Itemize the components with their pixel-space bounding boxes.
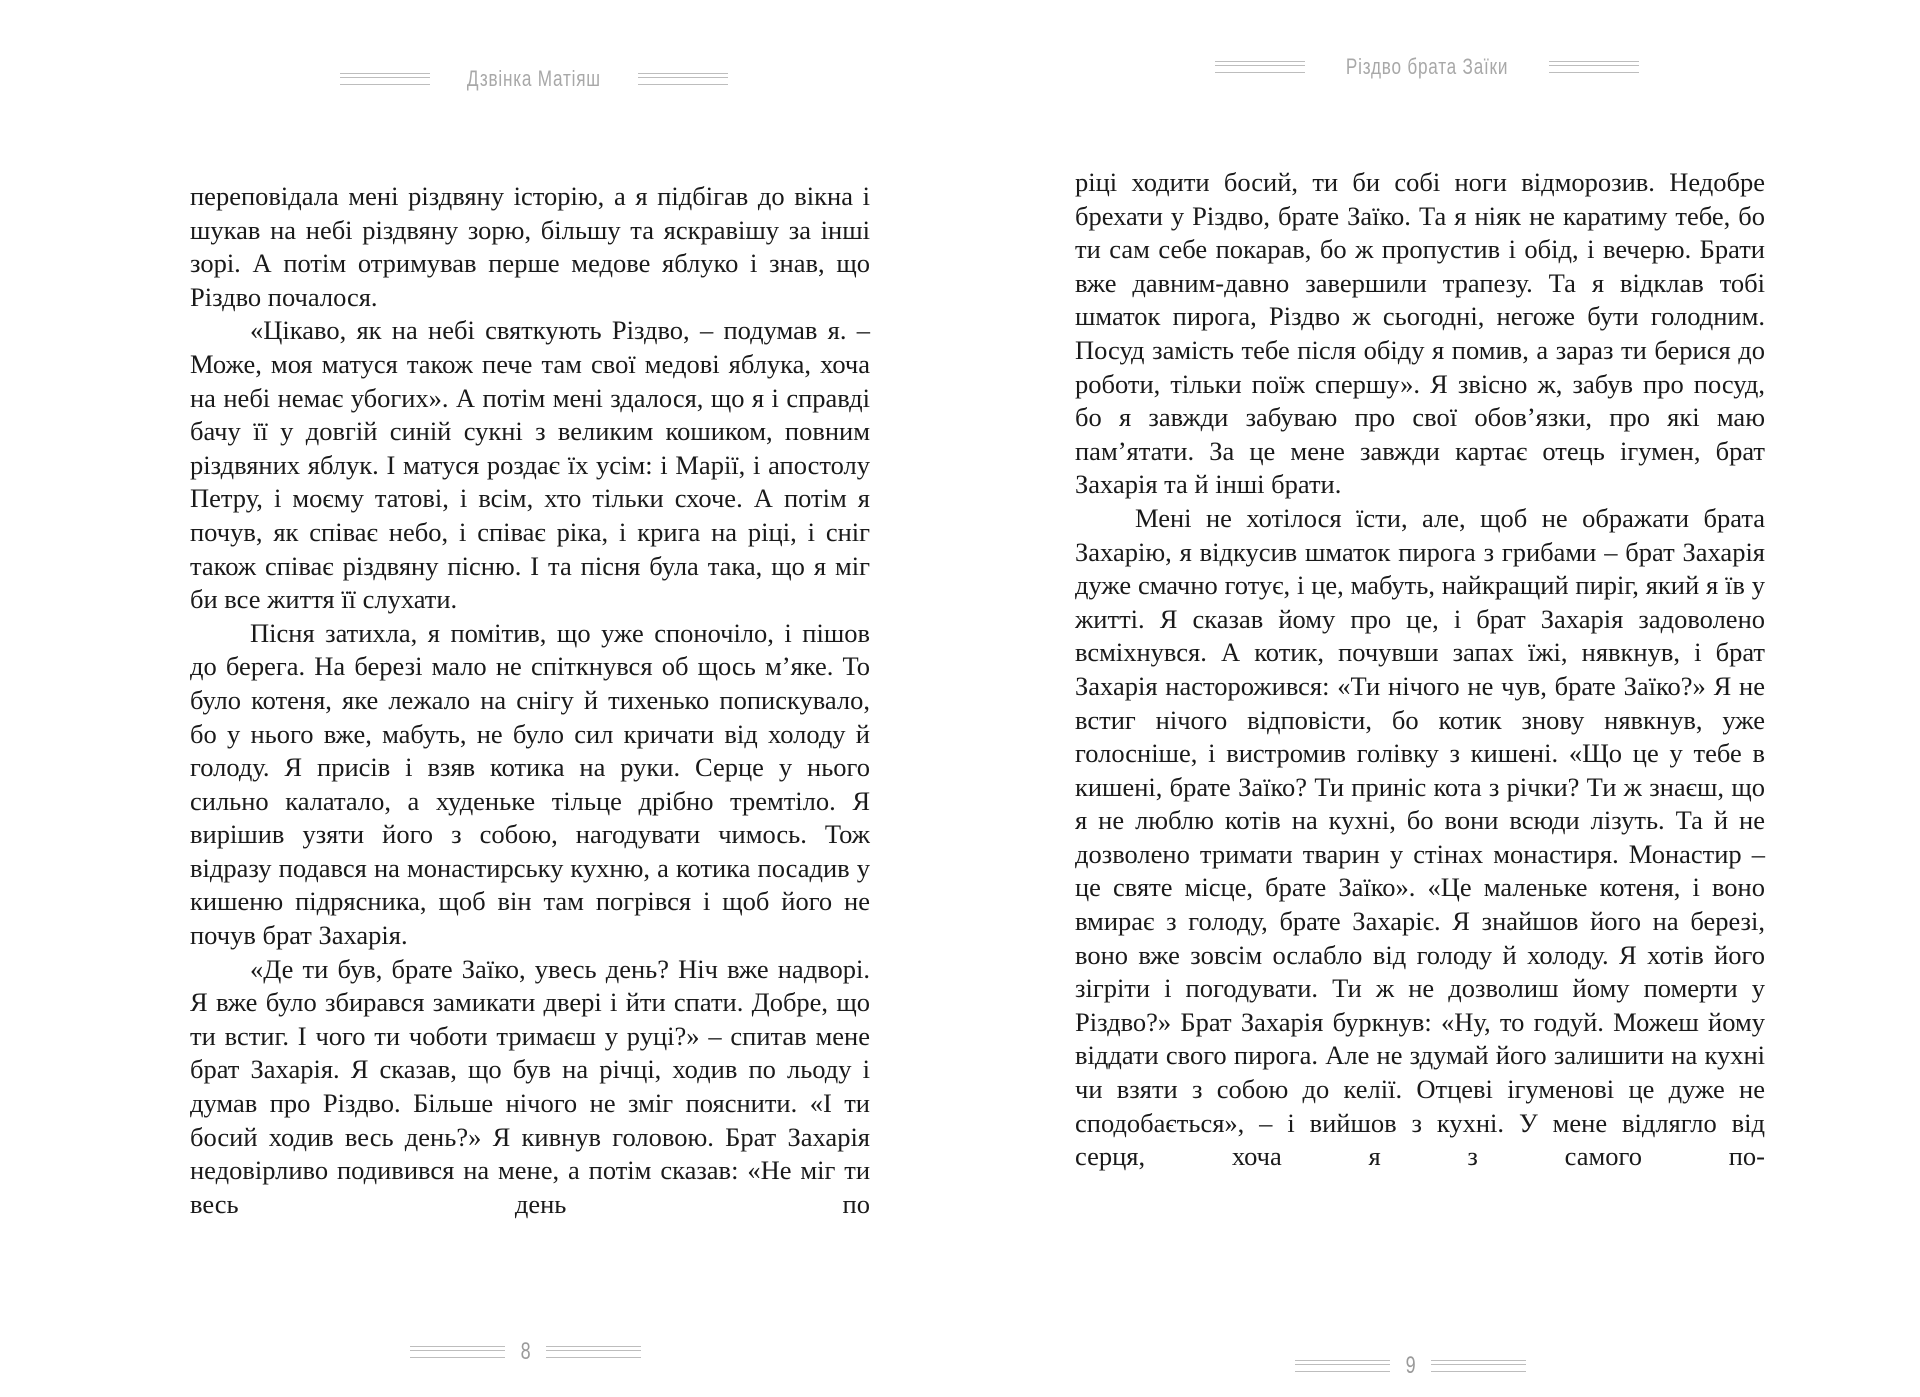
right-page [1075,0,1765,1397]
left-body-text [190,180,870,1221]
author-name: Дзвінка Матіяш [466,66,601,91]
paragraph: «Де ти був, брате Заїко, увесь день? Ніч вже надворі. Я вже було збирався замикати двері і йти спати. Добре, що ти встиг. І чого ти чоботи тримаєш у руці?» – спитав мене брат Захарія. Я сказав, що був на річці, ходив по льоду і думав про Різдво. Більше нічого не зміг пояснити. «І ти босий ходив весь день?» Я кивнув головою. Брат Захарія недовірливо подивився на мене, а потім сказав: «Не міг ти весь день по [190,953,870,1219]
ornament-rule [1549,61,1639,73]
ornament-rule [638,73,728,85]
page-number: 8 [520,1338,531,1365]
right-body-text [1075,166,1765,1174]
ornament-rule [546,1346,641,1358]
ornament-rule [340,73,430,85]
ornament-rule [410,1346,505,1358]
right-folio [1075,1352,1765,1380]
left-running-head [190,66,870,92]
paragraph: Пісня затихла, я помітив, що уже споночіло, і пішов до берега. На березі мало не спіткнувся об щось м’яке. То було котеня, яке лежало на снігу й тихенько попискувало, бо у нього вже, мабуть, не було сил кричати від холоду й голоду. Я присів і взяв котика на руки. Серце у нього сильно калатало, а худеньке тільце дрібно тремтіло. Я вирішив узяти його з собою, нагодувати чимось. Тож відразу подався на монастирську кухню, а котика посадив у кишеню підрясника, щоб він там погрівся і щоб його не почув брат Захарія. [190,617,870,951]
ornament-rule [1431,1360,1526,1372]
page-number: 9 [1405,1352,1416,1379]
book-title: Різдво брата Заїки [1345,54,1509,79]
ornament-rule [1295,1360,1390,1372]
paragraph: Мені не хотілося їсти, але, щоб не ображати брата Захарію, я відкусив шматок пирога з грибами – брат Захарія дуже смачно готує, і це, мабуть, найкращий пиріг, який я їв у житті. Я сказав йому про це, і брат Захарія задоволено всміхнувся. А котик, почувши запах їжі, нявкнув, і брат Захарія насторожився: «Ти нічого не чув, брате Заїко?» Я не встиг нічого відповісти, бо котик знову нявкнув, уже голосніше, і вистромив голівку з кишені. «Що це у тебе в кишені, брате Заїко? Ти приніс кота з річки? Ти ж знаєш, що я не люблю котів на кухні, бо вони всюди лізуть. Та й не дозволено тримати тварин у стінах монастиря. Монастир – це святе місце, брате Заїко». «Це маленьке котеня, і воно вмирає з голоду, брате Захаріє. Я знайшов його на березі, воно вже зовсім ослабло від голоду й холоду. Я хотів його зігріти і погодувати. Ти ж не дозволиш йому померти у Різдво?» Брат Захарія буркнув: «Ну, то годуй. Можеш йому віддати свого пирога. Але не здумай його залишити на кухні чи взяти з собою до келії. Отцеві ігуменові це дуже не сподобається», – і вийшов з кухні. У мене відлягло від серця, хоча я з самого по- [1075,502,1765,1172]
paragraph: переповідала мені різдвяну історію, а я підбігав до вікна і шукав на небі різдвяну зорю, більшу та яскравішу за інші зорі. А потім отримував перше медове яблуко і знав, що Різдво почалося. [190,181,870,312]
left-folio [190,1338,870,1366]
paragraph: «Цікаво, як на небі святкують Різдво, – подумав я. – Може, моя матуся також пече там свої медові яблука, хоча на небі немає убогих». А потім мені здалося, що я і справді бачу її у довгій синій сукні з великим кошиком, повним різдвяних яблук. І матуся роздає їх усім: і Марії, і апостолу Петру, і моєму татові, і всім, хто тільки схоче. А потім я почув, як співає небо, і співає ріка, і крига на ріці, і сніг також співає різдвяну пісню. І та пісня була така, що я міг би все життя її слухати. [190,315,870,615]
right-running-head [1075,54,1765,80]
ornament-rule [1215,61,1305,73]
left-page [190,0,870,1397]
paragraph: ріці ходити босий, ти би собі ноги відморозив. Недобре брехати у Різдво, брате Заїко. Та я ніяк не каратиму тебе, бо ти сам себе покарав, бо ж пропустив і обід, і вечерю. Брати вже давним-давно завершили трапезу. Та я відклав тобі шматок пирога, Різдво ж сьогодні, негоже бути голодним. Посуд замість тебе після обіду я помив, а зараз ти берися до роботи, тільки поїж спершу». Я звісно ж, забув про посуд, бо я завжди забуваю про свої обов’язки, про які маю пам’ятати. За це мене завжди картає отець ігумен, брат Захарія та й інші брати. [1075,167,1765,500]
